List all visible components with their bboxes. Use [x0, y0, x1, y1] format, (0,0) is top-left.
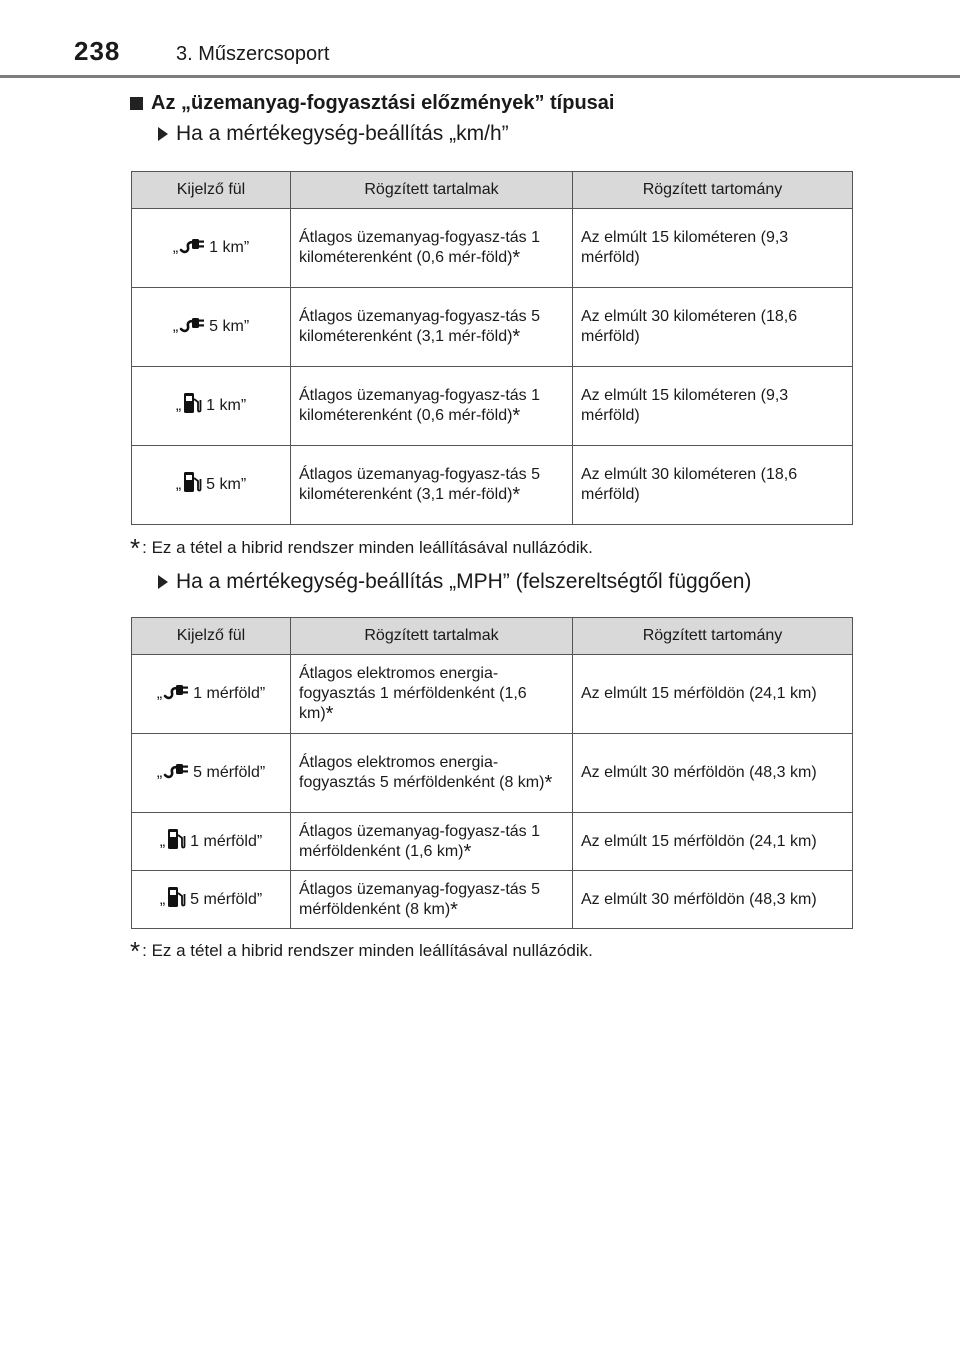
range-text: Az elmúlt 15 kilométeren (9,3 mérföld)	[581, 387, 789, 424]
recorded-content-cell	[291, 209, 573, 288]
content-text: Átlagos üzemanyag-fogyasz-tás 5 kilométerenként (3,1 mér-föld)	[299, 308, 541, 345]
range-text: Az elmúlt 15 mérföldön (24,1 km)	[581, 685, 817, 702]
footnote-marker: *	[463, 840, 472, 863]
page-number: 238	[74, 36, 121, 66]
range-text: Az elmúlt 15 mérföldön (24,1 km)	[581, 832, 817, 850]
quote-open: „	[156, 685, 163, 703]
fuel-pump-icon	[182, 391, 202, 421]
mph-subheading	[158, 570, 751, 594]
quote-open: „	[159, 832, 166, 850]
table-row	[132, 209, 853, 288]
display-tab-cell	[132, 655, 291, 734]
triangle-bullet-icon	[158, 127, 168, 141]
header-divider	[0, 75, 960, 78]
recorded-range-cell	[573, 734, 853, 813]
recorded-content-cell	[291, 446, 573, 525]
display-label: 1 mérföld”	[193, 685, 266, 703]
plug-icon	[179, 235, 205, 261]
km-subheading	[158, 122, 509, 146]
triangle-bullet-icon	[158, 575, 168, 589]
column-header: Rögzített tartomány	[573, 172, 853, 209]
display-tab-cell	[132, 209, 291, 288]
recorded-range-cell	[573, 871, 853, 929]
table-row	[132, 367, 853, 446]
section-heading	[130, 92, 614, 115]
display-label: 1 mérföld”	[190, 832, 263, 850]
display-tab-cell	[132, 367, 291, 446]
recorded-range-cell	[573, 446, 853, 525]
plug-icon	[163, 681, 189, 707]
fuel-pump-icon	[182, 470, 202, 500]
quote-open: „	[175, 397, 182, 415]
footnote-marker: *	[512, 247, 521, 269]
content-text: Átlagos elektromos energia-fogyasztás 1 mérföldenként (1,6 km)	[299, 665, 527, 722]
mph-history-table	[131, 617, 853, 929]
recorded-content-cell	[291, 367, 573, 446]
recorded-content-cell	[291, 734, 573, 813]
footnote-text: : Ez a tétel a hibrid rendszer minden leállításával nullázódik.	[142, 941, 593, 960]
column-header: Rögzített tartomány	[573, 618, 853, 655]
km-history-table	[131, 171, 853, 525]
content-text: Átlagos elektromos energia-fogyasztás 5 mérföldenként (8 km)	[299, 754, 545, 791]
footnote-text: : Ez a tétel a hibrid rendszer minden leállításával nullázódik.	[142, 538, 593, 557]
footnote: * : Ez a tétel a hibrid rendszer minden leállításával nullázódik.	[130, 533, 593, 563]
column-header: Rögzített tartalmak	[291, 618, 573, 655]
recorded-content-cell	[291, 288, 573, 367]
table-row	[132, 734, 853, 813]
footnote-marker: *	[325, 703, 334, 725]
km-subtitle: Ha a mértékegység-beállítás „km/h”	[176, 122, 509, 145]
column-header: Rögzített tartalmak	[291, 172, 573, 209]
range-text: Az elmúlt 30 mérföldön (48,3 km)	[581, 890, 817, 908]
table-header-row	[132, 618, 853, 655]
fuel-pump-icon	[166, 885, 186, 915]
display-tab-cell	[132, 446, 291, 525]
recorded-range-cell	[573, 288, 853, 367]
display-tab-cell	[132, 871, 291, 929]
quote-open: „	[156, 764, 163, 782]
recorded-range-cell	[573, 655, 853, 734]
display-label: 1 km”	[209, 239, 250, 257]
mph-subtitle: Ha a mértékegység-beállítás „MPH” (felszereltségtől függően)	[176, 570, 752, 593]
footnote-marker: *	[450, 898, 458, 921]
recorded-content-cell	[291, 655, 573, 734]
recorded-content-cell	[291, 813, 573, 871]
range-text: Az elmúlt 15 kilométeren (9,3 mérföld)	[581, 229, 789, 266]
content-text: Átlagos üzemanyag-fogyasz-tás 5 kilométerenként (3,1 mér-föld)	[299, 466, 541, 503]
column-header: Kijelző fül	[132, 172, 291, 209]
display-label: 5 mérföld”	[193, 764, 266, 782]
quote-open: „	[159, 890, 166, 908]
display-tab-cell	[132, 813, 291, 871]
recorded-range-cell	[573, 367, 853, 446]
plug-icon	[179, 314, 205, 340]
footnote-marker: *	[512, 405, 521, 427]
quote-open: „	[172, 318, 179, 336]
column-header: Kijelző fül	[132, 618, 291, 655]
range-text: Az elmúlt 30 kilométeren (18,6 mérföld)	[581, 308, 798, 345]
display-label: 5 mérföld”	[190, 890, 263, 908]
display-tab-cell	[132, 734, 291, 813]
fuel-pump-icon	[166, 827, 186, 857]
recorded-range-cell	[573, 209, 853, 288]
quote-open: „	[172, 239, 179, 257]
display-label: 5 km”	[206, 476, 247, 494]
square-bullet-icon	[130, 97, 143, 110]
display-label: 1 km”	[206, 397, 247, 415]
content-text: Átlagos üzemanyag-fogyasz-tás 1 kilométerenként (0,6 mér-föld)	[299, 387, 541, 424]
footnote-marker: *	[544, 772, 553, 794]
range-text: Az elmúlt 30 mérföldön (48,3 km)	[581, 764, 817, 781]
content-text: Átlagos üzemanyag-fogyasz-tás 1 mérföldenként (1,6 km)	[299, 822, 541, 860]
table-row	[132, 813, 853, 871]
recorded-content-cell	[291, 871, 573, 929]
quote-open: „	[175, 476, 182, 494]
table-row	[132, 655, 853, 734]
footnote-marker: *	[512, 484, 521, 506]
footnote: * : Ez a tétel a hibrid rendszer minden leállításával nullázódik.	[130, 936, 593, 966]
plug-icon	[163, 760, 189, 786]
footnote-marker: *	[512, 326, 521, 348]
content-text: Átlagos üzemanyag-fogyasz-tás 1 kilométerenként (0,6 mér-föld)	[299, 229, 541, 266]
recorded-range-cell	[573, 813, 853, 871]
chapter-title: 3. Műszercsoport	[176, 43, 330, 65]
table-row	[132, 288, 853, 367]
table-row	[132, 871, 853, 929]
table-row	[132, 446, 853, 525]
section-title: Az „üzemanyag-fogyasztási előzmények” típusai	[151, 92, 615, 114]
page-header	[0, 0, 960, 78]
display-tab-cell	[132, 288, 291, 367]
display-label: 5 km”	[209, 318, 250, 336]
table-header-row	[132, 172, 853, 209]
range-text: Az elmúlt 30 kilométeren (18,6 mérföld)	[581, 466, 798, 503]
content-text: Átlagos üzemanyag-fogyasz-tás 5 mérföldenként (8 km)	[299, 880, 541, 918]
